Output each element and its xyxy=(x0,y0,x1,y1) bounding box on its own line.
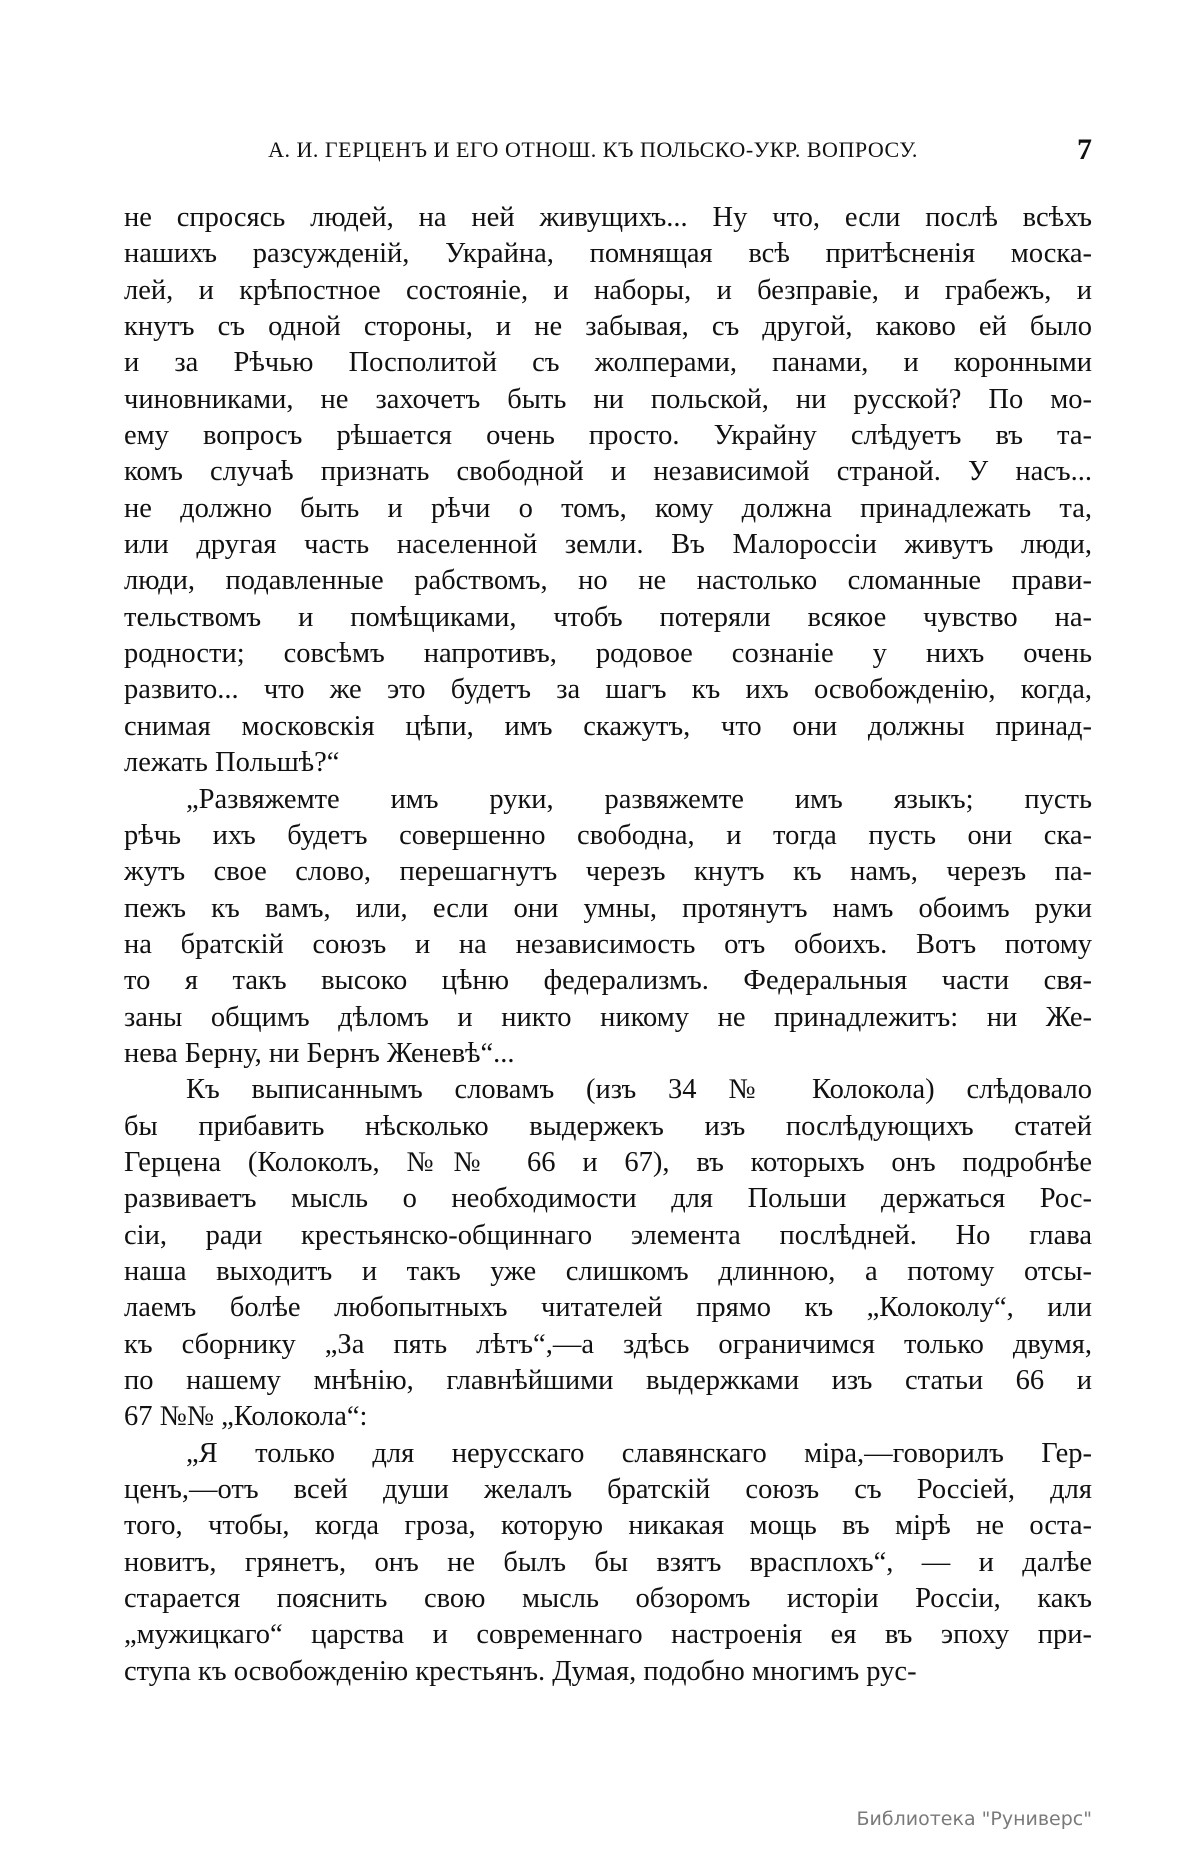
text-line: сіи, ради крестьянско-общиннаго элемента послѣдней. Но глава xyxy=(124,1219,1092,1251)
text-line: къ сборнику „За пять лѣтъ“,—а здѣсь ограничимся только двумя, xyxy=(124,1328,1092,1360)
text-line: развито... что же это будетъ за шагъ къ ихъ освобожденію, когда, xyxy=(124,674,1092,706)
paragraph xyxy=(124,1436,1092,1690)
text-line: Герцена (Колоколъ, №№ 66 и 67), въ которыхъ онъ подробнѣе xyxy=(124,1146,1092,1178)
text-line: или другая часть населенной земли. Въ Малороссіи живутъ люди, xyxy=(124,529,1092,561)
text-line: не должно быть и рѣчи о томъ, кому должна принадлежать та, xyxy=(124,492,1092,524)
text-line: тельствомъ и помѣщиками, чтобъ потеряли всякое чувство на- xyxy=(124,601,1092,633)
text-line: развиваетъ мысль о необходимости для Польши держаться Рос- xyxy=(124,1183,1092,1215)
paragraph xyxy=(124,782,1092,1073)
text-line: ценъ,—отъ всей души желалъ братскій союзъ съ Россіей, для xyxy=(124,1474,1092,1506)
body-text xyxy=(124,200,1092,1690)
text-line: лаемъ болѣе любопытныхъ читателей прямо къ „Колоколу“, или xyxy=(124,1292,1092,1324)
text-line: по нашему мнѣнію, главнѣйшими выдержками изъ статьи 66 и xyxy=(124,1365,1092,1396)
text-line: Къ выписаннымъ словамъ (изъ 34 № Колокола) слѣдовало xyxy=(186,1074,1092,1106)
text-line: на братскій союзъ и на независимость отъ обоихъ. Вотъ потому xyxy=(124,928,1092,960)
text-line: наша выходитъ и такъ уже слишкомъ длинною, а потому отсы- xyxy=(124,1255,1092,1287)
text-line: нева Берну, ни Бернъ Женевѣ“... xyxy=(124,1037,515,1069)
text-line: старается пояснить свою мысль обзоромъ исторіи Россіи, какъ xyxy=(124,1583,1092,1615)
text-line: 67 №№ „Колокола“: xyxy=(124,1401,368,1433)
paragraph xyxy=(124,1072,1092,1435)
paragraph xyxy=(124,200,1092,782)
text-line: родности; совсѣмъ напротивъ, родовое сознаніе у нихъ очень xyxy=(124,638,1092,670)
text-line: „Развяжемте имъ руки, развяжемте имъ языкъ; пусть xyxy=(186,783,1092,815)
running-title: А. И. ГЕРЦЕНЪ И ЕГО ОТНОШ. КЪ ПОЛЬСКО-УКР. ВОПРОСУ. xyxy=(268,137,918,162)
library-watermark: Библиотека "Руниверс" xyxy=(856,1808,1092,1830)
text-line: то я такъ высоко цѣню федерализмъ. Федеральныя части свя- xyxy=(124,965,1092,997)
text-line: „мужицкаго“ царства и современнаго настроенія ея въ эпоху при- xyxy=(124,1619,1092,1651)
text-line: ступа къ освобожденію крестьянъ. Думая, подобно многимъ рус- xyxy=(124,1655,917,1687)
text-line: лей, и крѣпостное состояніе, и наборы, и безправіе, и грабежъ, и xyxy=(124,274,1092,306)
text-line: заны общимъ дѣломъ и никто никому не принадлежитъ: ни Же- xyxy=(124,1001,1092,1033)
text-line: люди, подавленные рабствомъ, но не настолько сломанные прави- xyxy=(124,565,1092,597)
running-header xyxy=(124,132,1092,168)
page-number: 7 xyxy=(1077,133,1092,166)
text-line: и за Рѣчью Посполитой съ жолперами, панами, и коронными xyxy=(124,347,1092,379)
text-line: нашихъ разсужденій, Украйна, помнящая всѣ притѣсненія моска- xyxy=(124,238,1092,270)
text-line: бы прибавить нѣсколько выдержекъ изъ послѣдующихъ статей xyxy=(124,1110,1092,1142)
text-line: снимая московскія цѣпи, имъ скажутъ, что они должны принад- xyxy=(124,710,1092,742)
text-line: лежать Польшѣ?“ xyxy=(124,747,340,779)
text-line: жутъ свое слово, перешагнутъ черезъ кнутъ къ намъ, черезъ па- xyxy=(124,856,1092,888)
text-line: новитъ, грянетъ, онъ не былъ бы взятъ врасплохъ“, — и далѣе xyxy=(124,1546,1092,1578)
text-line: того, чтобы, когда гроза, которую никакая мощь въ мірѣ не оста- xyxy=(124,1510,1092,1542)
text-line: ему вопросъ рѣшается очень просто. Украйну слѣдуетъ въ та- xyxy=(124,420,1092,452)
text-line: „Я только для нерусскаго славянскаго міра,—говорилъ Гер- xyxy=(186,1437,1092,1469)
text-line: кнутъ съ одной стороны, и не забывая, съ другой, каково ей было xyxy=(124,311,1092,343)
text-line: комъ случаѣ признать свободной и независимой страной. У насъ... xyxy=(124,456,1092,488)
text-line: чиновниками, не захочетъ быть ни польской, ни русской? По мо- xyxy=(124,383,1092,415)
text-line: не спросясь людей, на ней живущихъ... Ну что, если послѣ всѣхъ xyxy=(124,202,1092,233)
text-line: пежъ къ вамъ, или, если они умны, протянутъ намъ обоимъ руки xyxy=(124,892,1092,924)
text-line: рѣчь ихъ будетъ совершенно свободна, и тогда пусть они ска- xyxy=(124,819,1092,851)
